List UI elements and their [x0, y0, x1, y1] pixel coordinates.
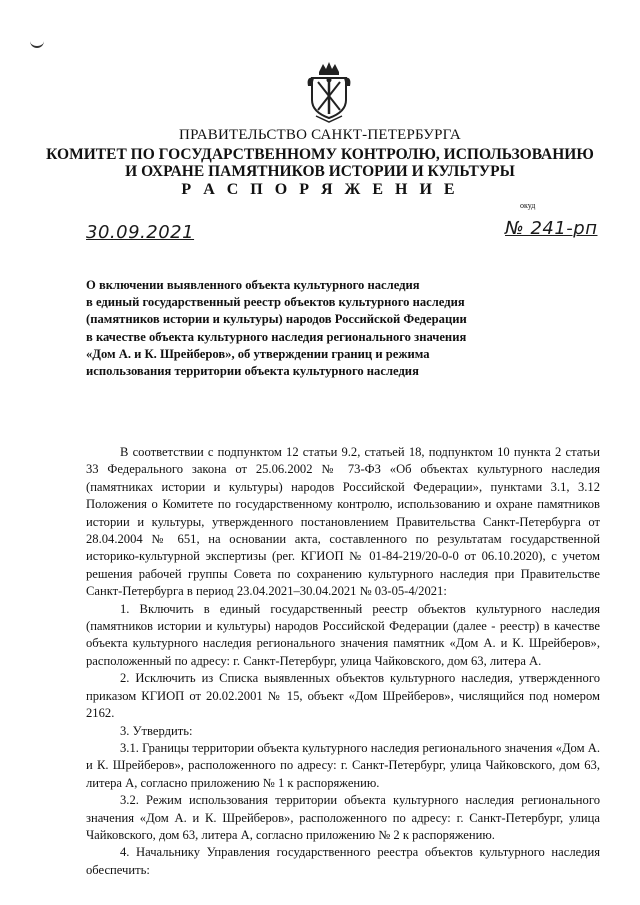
- document-number: № 241-рп: [505, 218, 598, 239]
- subject-line: О включении выявленного объекта культурного наследия: [86, 278, 420, 292]
- clause-2: 2. Исключить из Списка выявленных объектов культурного наследия, утвержденного приказом КГИОП от 20.02.2001 № 15, объект «Дом Шрейберов», числящийся под номером 2162.: [86, 671, 600, 721]
- subject-line: «Дом А. и К. Шрейберов», об утверждении границ и режима: [86, 346, 430, 361]
- subject-line: в единый государственный реестр объектов культурного наследия: [86, 295, 465, 310]
- clause-1: 1. Включить в единый государственный реестр объектов культурного наследия (памятников истории и культуры) народов Российской Федерации (далее - реестр) в качестве объекта культурного наследия регионального значения памятник «Дом А. и К. Шрейберов», расположенный по адресу: г. Санкт-Петербург, улица Чайковского, дом 63, литера А.: [86, 601, 600, 668]
- clause-3-1: 3.1. Границы территории объекта культурного наследия регионального значения «Дом А. и К. Шрейберов», расположенного по адресу: г. Санкт-Петербург, улица Чайковского, дом 63, литера А, согласно приложению № 1 к распоряжению.: [86, 740, 600, 790]
- government-title: ПРАВИТЕЛЬСТВО САНКТ-ПЕТЕРБУРГА: [179, 127, 461, 143]
- document-type: Р А С П О Р Я Ж Е Н И Е: [181, 181, 459, 198]
- okud-label: окуд: [520, 201, 536, 210]
- committee-title-line2: И ОХРАНЕ ПАМЯТНИКОВ ИСТОРИИ И КУЛЬТУРЫ: [125, 163, 515, 180]
- subject-line: использования территории объекта культурного наследия: [86, 364, 419, 379]
- committee-title-line1: КОМИТЕТ ПО ГОСУДАРСТВЕННОМУ КОНТРОЛЮ, ИСПОЛЬЗОВАНИЮ: [46, 146, 594, 163]
- clause-3: 3. Утвердить:: [120, 723, 193, 738]
- subject-line: в качестве объекта культурного наследия регионального значения: [86, 329, 467, 344]
- document-date: 30.09.2021: [86, 222, 195, 243]
- clause-4: 4. Начальнику Управления государственного реестра объектов культурного наследия обеспечить:: [86, 845, 600, 877]
- scan-mark: [30, 40, 44, 48]
- preamble-paragraph: В соответствии с подпунктом 12 статьи 9.2, статьей 18, подпунктом 10 пункта 2 статьи 33 Федерального закона от 25.06.2002 № 73-ФЗ «Об объектах культурного наследия (памятниках истории и культуры) народов Российской Федерации», пунктами 3.1, 3.12 Положения о Комитете по государственному контролю, использованию и охране памятников истории и культуры, утвержденного постановлением Правительства Санкт-Петербурга от 28.04.2004 № 651, на основании акта, составленного по результатам государственной историко-культурной экспертизы (рег. КГИОП № 01-84-219/20-0-0 от 06.10.2020), с учетом решения рабочей группы Совета по сохранению культурного наследия при Правительстве Санкт-Петербурга в период 23.04.2021–30.04.2021 № 03-05-4/2021:: [86, 445, 600, 599]
- saint-petersburg-coat-of-arms-icon: [306, 60, 352, 124]
- clause-3-2: 3.2. Режим использования территории объекта культурного наследия регионального значения «Дом А. и К. Шрейберов», расположенного по адресу: г. Санкт-Петербург, улица Чайковского, дом 63, литера А, согласно приложению № 2 к распоряжению.: [86, 793, 600, 842]
- document-subject: [86, 277, 526, 380]
- document-body: [86, 444, 600, 879]
- subject-line: (памятников истории и культуры) народов Российской Федерации: [86, 312, 467, 327]
